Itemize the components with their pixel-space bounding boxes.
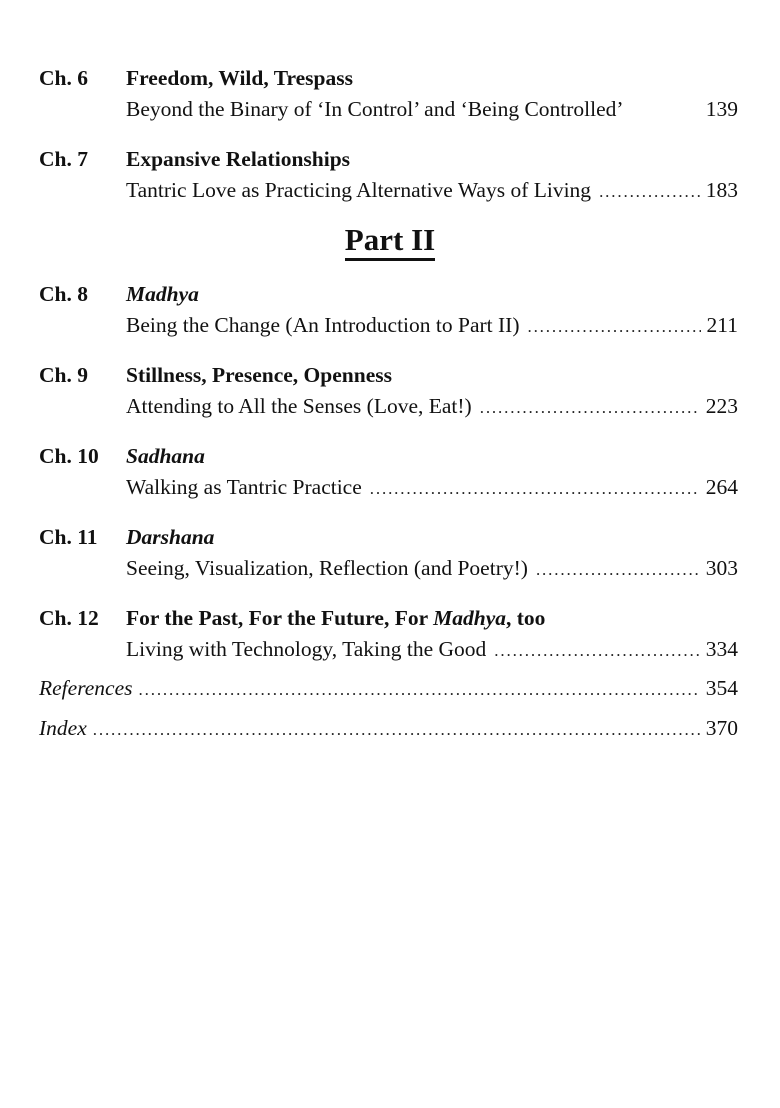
dot-leader <box>527 311 700 342</box>
toc-entry-ch12[interactable] <box>39 603 738 665</box>
chapter-heading <box>39 279 738 310</box>
chapter-title-part1: For the Past, For the Future, For <box>126 606 434 630</box>
chapter-title-part2: , too <box>506 606 546 630</box>
part-heading <box>0 222 780 261</box>
page-number: 354 <box>705 676 738 700</box>
dot-leader <box>536 554 700 585</box>
page-number: 334 <box>705 637 738 661</box>
part-heading-text: Part II <box>345 222 435 261</box>
dot-leader <box>139 674 700 705</box>
toc-entry-index[interactable] <box>39 713 738 744</box>
dot-leader <box>494 635 699 666</box>
page-number: 303 <box>705 556 738 580</box>
toc-entry-ch6[interactable] <box>39 63 738 125</box>
dot-leader <box>480 392 700 423</box>
dot-leader <box>599 176 700 207</box>
toc-entry-ch7[interactable] <box>39 144 738 206</box>
page-number: 264 <box>705 475 738 499</box>
chapter-title: Sadhana <box>126 444 205 468</box>
toc-entry-ch9[interactable] <box>39 360 738 422</box>
chapter-title-italic: Madhya <box>433 606 506 630</box>
chapter-subtitle-line <box>126 175 738 206</box>
chapter-heading <box>39 144 738 175</box>
toc-entry-ch10[interactable] <box>39 441 738 503</box>
chapter-heading <box>39 63 738 94</box>
chapter-subtitle-line <box>126 310 738 341</box>
chapter-subtitle: Beyond the Binary of ‘In Control’ and ‘Being Controlled’ <box>126 97 624 121</box>
chapter-heading <box>39 441 738 472</box>
chapter-number: Ch. 9 <box>39 363 88 387</box>
chapter-subtitle-line <box>126 634 738 665</box>
chapter-title: Darshana <box>126 525 215 549</box>
chapter-number: Ch. 8 <box>39 282 88 306</box>
dot-leader <box>93 714 700 745</box>
chapter-subtitle: Walking as Tantric Practice <box>126 475 362 499</box>
chapter-subtitle: Seeing, Visualization, Reflection (and Poetry!) <box>126 556 528 580</box>
toc-entry-ch11[interactable] <box>39 522 738 584</box>
chapter-number: Ch. 12 <box>39 606 99 630</box>
chapter-subtitle: Being the Change (An Introduction to Part II) <box>126 313 520 337</box>
page-number: 370 <box>705 716 738 740</box>
chapter-subtitle: Tantric Love as Practicing Alternative Ways of Living <box>126 178 592 202</box>
chapter-subtitle-line <box>126 472 738 503</box>
chapter-title: Expansive Relationships <box>126 147 351 171</box>
chapter-title: Madhya <box>126 282 199 306</box>
chapter-number: Ch. 6 <box>39 66 88 90</box>
toc-entry-ch8[interactable] <box>39 279 738 341</box>
chapter-subtitle-line <box>126 553 738 584</box>
chapter-number: Ch. 10 <box>39 444 99 468</box>
chapter-number: Ch. 11 <box>39 525 98 549</box>
chapter-title <box>126 603 545 634</box>
chapter-heading <box>39 603 738 634</box>
dot-leader <box>370 473 700 504</box>
chapter-title: Stillness, Presence, Openness <box>126 363 392 387</box>
chapter-number: Ch. 7 <box>39 147 88 171</box>
page-number: 223 <box>705 394 738 418</box>
backmatter-label: References <box>39 676 133 700</box>
chapter-heading <box>39 360 738 391</box>
chapter-heading <box>39 522 738 553</box>
chapter-subtitle: Living with Technology, Taking the Good <box>126 637 487 661</box>
backmatter-label: Index <box>39 716 87 740</box>
page-number: 139 <box>705 97 738 121</box>
chapter-subtitle-line <box>126 391 738 422</box>
toc-entry-references[interactable] <box>39 673 738 704</box>
chapter-title: Freedom, Wild, Trespass <box>126 66 353 90</box>
chapter-subtitle: Attending to All the Senses (Love, Eat!) <box>126 394 472 418</box>
page-number: 183 <box>705 178 738 202</box>
page-number: 211 <box>706 313 738 337</box>
chapter-subtitle-line <box>126 94 738 125</box>
